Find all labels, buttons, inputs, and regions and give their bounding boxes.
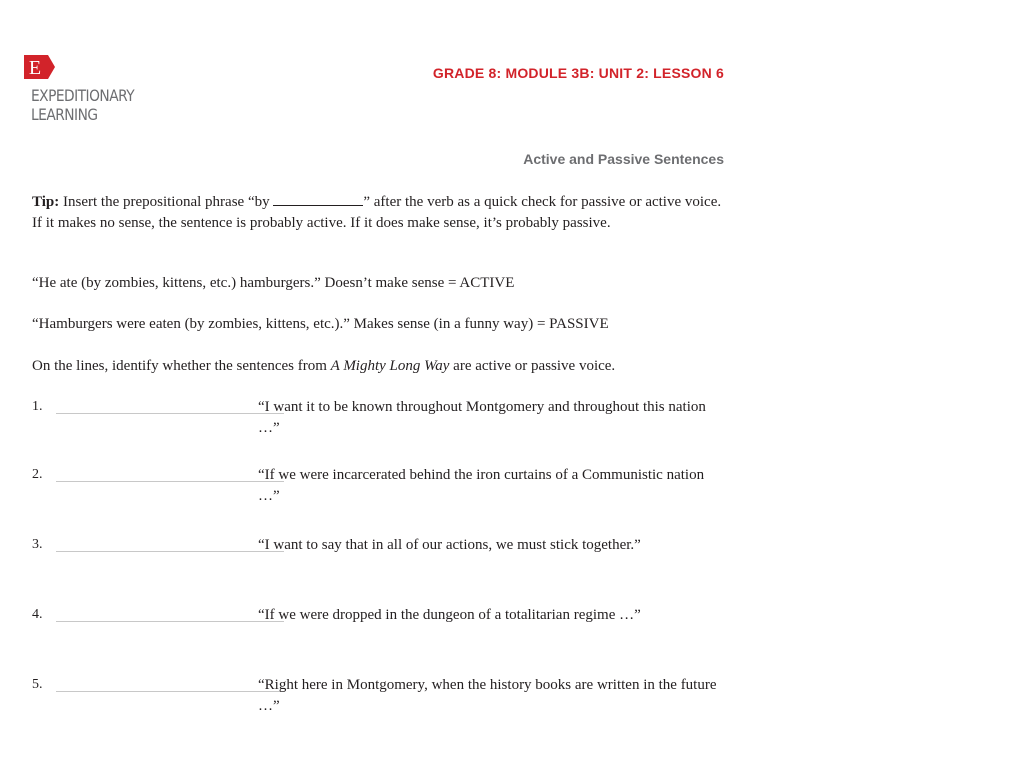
example-active: “He ate (by zombies, kittens, etc.) hamburgers.” Doesn’t make sense = ACTIVE	[32, 275, 515, 291]
instructions	[32, 356, 732, 377]
logo-line-1: EXPEDITIONARY	[31, 86, 135, 105]
instructions-before: On the lines, identify whether the sentences from	[32, 358, 331, 374]
list-item	[32, 605, 732, 655]
item-number: 4.	[32, 607, 43, 622]
logo-e-icon	[24, 55, 55, 79]
list-item	[32, 465, 732, 515]
item-quote: “If we were incarcerated behind the iron curtains of a Communistic nation …”	[258, 467, 705, 504]
item-quote: “I want to say that in all of our actions, we must stick together.”	[258, 537, 641, 553]
book-title: A Mighty Long Way	[330, 358, 450, 374]
item-quote: “If we were dropped in the dungeon of a totalitarian regime …”	[258, 607, 641, 623]
list-item	[32, 675, 732, 725]
item-number: 3.	[32, 537, 43, 552]
tip-label: Tip:	[32, 194, 60, 210]
logo-wordmark	[31, 86, 134, 124]
answer-line[interactable]	[56, 621, 284, 622]
tip-text-after: ” after the verb as a quick check for passive or active voice. If it makes no sense, the sentence is probably active. If it does make sense, it’s probably passive.	[32, 194, 722, 231]
logo-letter: E	[28, 57, 42, 79]
answer-line[interactable]	[56, 551, 284, 552]
item-quote: “I want it to be known throughout Montgomery and throughout this nation …”	[258, 399, 706, 436]
item-number: 1.	[32, 399, 43, 414]
tip-blank-line	[273, 193, 363, 206]
tip-text-before: Insert the prepositional phrase “by	[59, 194, 274, 210]
list-item	[32, 397, 732, 447]
lesson-header: GRADE 8: MODULE 3B: UNIT 2: LESSON 6	[432, 65, 724, 81]
item-quote: “Right here in Montgomery, when the history books are written in the future …”	[258, 677, 717, 714]
item-number: 2.	[32, 467, 43, 482]
list-item	[32, 535, 732, 585]
tip-paragraph	[32, 192, 732, 233]
answer-line[interactable]	[56, 691, 284, 692]
worksheet-title: Active and Passive Sentences	[523, 151, 724, 167]
answer-line[interactable]	[56, 413, 284, 414]
logo-line-2: LEARNING	[31, 105, 98, 124]
example-passive: “Hamburgers were eaten (by zombies, kittens, etc.).” Makes sense (in a funny way) = PASSIVE	[32, 316, 609, 332]
item-number: 5.	[32, 677, 43, 692]
instructions-after: are active or passive voice.	[449, 358, 616, 374]
answer-line[interactable]	[56, 481, 284, 482]
